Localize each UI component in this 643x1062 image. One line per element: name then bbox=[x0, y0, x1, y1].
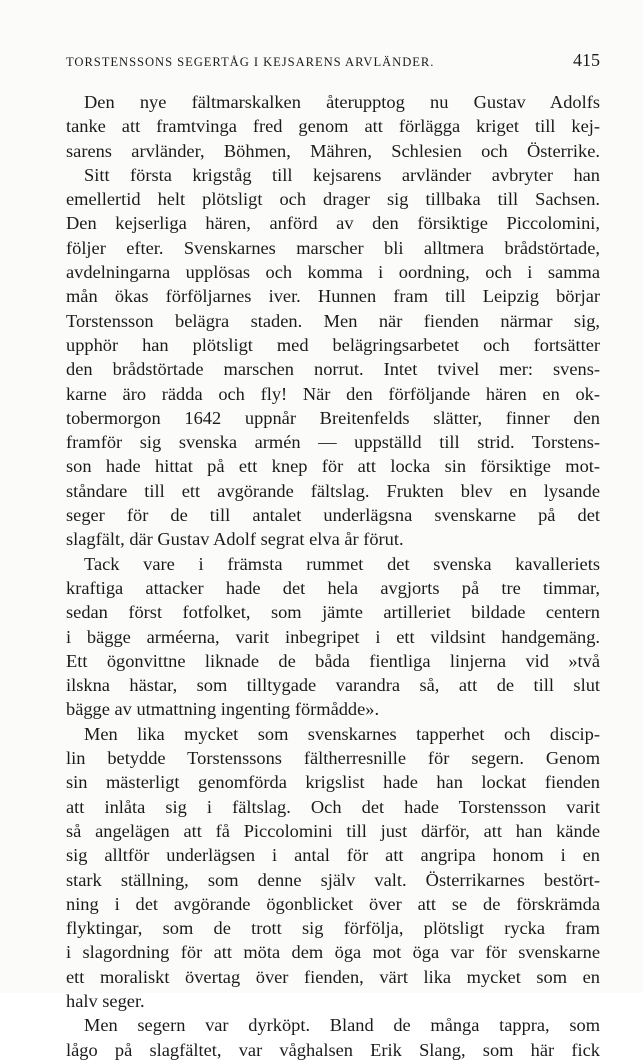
text-line: Men segern var dyrköpt. Bland de många tappra, som bbox=[84, 1015, 600, 1036]
page-number: 415 bbox=[573, 50, 600, 70]
text-line: sin mästerligt genomförda krigslist hade han lockat fienden bbox=[66, 772, 600, 793]
text-line: mån ökas förföljarnes iver. Hunnen fram till Leipzig börjar bbox=[66, 286, 600, 307]
text-line: tanke att framtvinga fred genom att förlägga kriget till kej- bbox=[66, 116, 600, 137]
text-line: upphör han plötsligt med belägringsarbetet och fortsätter bbox=[66, 334, 600, 355]
text-line: ståndare till ett avgörande fältslag. Frukten blev en lysande bbox=[66, 480, 600, 501]
text-line: flyktingar, som de trott sig förfölja, plötsligt rycka fram bbox=[66, 918, 600, 939]
text-line: stark ställning, som denne själv valt. Österrikarnes bestört- bbox=[66, 869, 600, 890]
text-line: i slagordning för att möta dem öga mot öga var för svenskarne bbox=[66, 942, 600, 963]
text-line: den brådstörtade marschen norrut. Intet tvivel mer: svens- bbox=[66, 359, 600, 380]
text-line: karne äro rädda och fly! När den förföljande hären en ok- bbox=[66, 383, 600, 404]
text-line: tobermorgon 1642 uppnår Breitenfelds slätter, finner den bbox=[66, 407, 600, 428]
text-line: ning i det avgörande ögonblicket över att se de förskrämda bbox=[66, 893, 600, 914]
text-line: Torstensson belägra staden. Men när fienden närmar sig, bbox=[66, 310, 600, 331]
text-line: son hade hittat på ett knep för att locka sin försiktige mot- bbox=[66, 456, 600, 477]
text-line: Tack vare i främsta rummet det svenska kavalleriets bbox=[84, 553, 600, 574]
body-text bbox=[66, 90, 600, 1062]
text-line: halv seger. bbox=[66, 990, 145, 1011]
text-line: Ett ögonvittne liknade de båda fientliga linjerna vid »två bbox=[66, 650, 600, 671]
text-line: seger för de till antalet underlägsna svenskarne på det bbox=[66, 505, 600, 526]
text-line: avdelningarna upplösas och komma i oordning, och i samma bbox=[66, 262, 600, 283]
text-line: bägge av utmattning ingenting förmådde». bbox=[66, 699, 380, 720]
text-line: lågo på slagfältet, var våghalsen Erik Slang, som här fick bbox=[66, 1039, 600, 1060]
text-line: Den kejserliga hären, anförd av den försiktige Piccolomini, bbox=[66, 213, 600, 234]
text-line: framför sig svenska armén — uppställd till strid. Torstens- bbox=[66, 432, 600, 453]
running-head-title: TORSTENSSONS SEGERTÅG I KEJSARENS ARVLÄNDER. bbox=[66, 55, 435, 69]
text-line: ett moraliskt övertag över fienden, värt lika mycket som en bbox=[66, 966, 600, 987]
text-line: slagfält, där Gustav Adolf segrat elva år förut. bbox=[66, 529, 404, 550]
text-line: så angelägen att få Piccolomini till just därför, att han kände bbox=[66, 820, 600, 841]
text-line: sedan först fotfolket, som jämte artilleriet bildade centern bbox=[66, 602, 600, 623]
text-line: ilskna hästar, som tilltygade varandra så, att de till slut bbox=[66, 675, 600, 696]
text-line: i bägge arméerna, varit inbegripet i ett vildsint handgemäng. bbox=[66, 626, 600, 647]
text-line: att inlåta sig i fältslag. Och det hade Torstensson varit bbox=[66, 796, 600, 817]
text-line: följer efter. Svenskarnes marscher bli alltmera brådstörtade, bbox=[66, 237, 600, 258]
text-line: emellertid helt plötsligt och drager sig tillbaka till Sachsen. bbox=[66, 189, 600, 210]
text-line: sig alltför underlägsen i antal för att angripa honom i en bbox=[66, 845, 600, 866]
text-line: Sitt första krigståg till kejsarens arvländer avbryter han bbox=[84, 164, 600, 185]
text-line: Den nye fältmarskalken återupptog nu Gustav Adolfs bbox=[84, 92, 600, 112]
running-head bbox=[66, 50, 600, 76]
text-line: kraftiga attacker hade det hela avgjorts på tre timmar, bbox=[66, 577, 600, 598]
text-line: lin betydde Torstenssons fältherresnille för segern. Genom bbox=[66, 748, 600, 769]
text-line: sarens arvländer, Böhmen, Mähren, Schlesien och Österrike. bbox=[66, 140, 600, 161]
text-line: Men lika mycket som svenskarnes tapperhet och discip- bbox=[84, 723, 600, 744]
